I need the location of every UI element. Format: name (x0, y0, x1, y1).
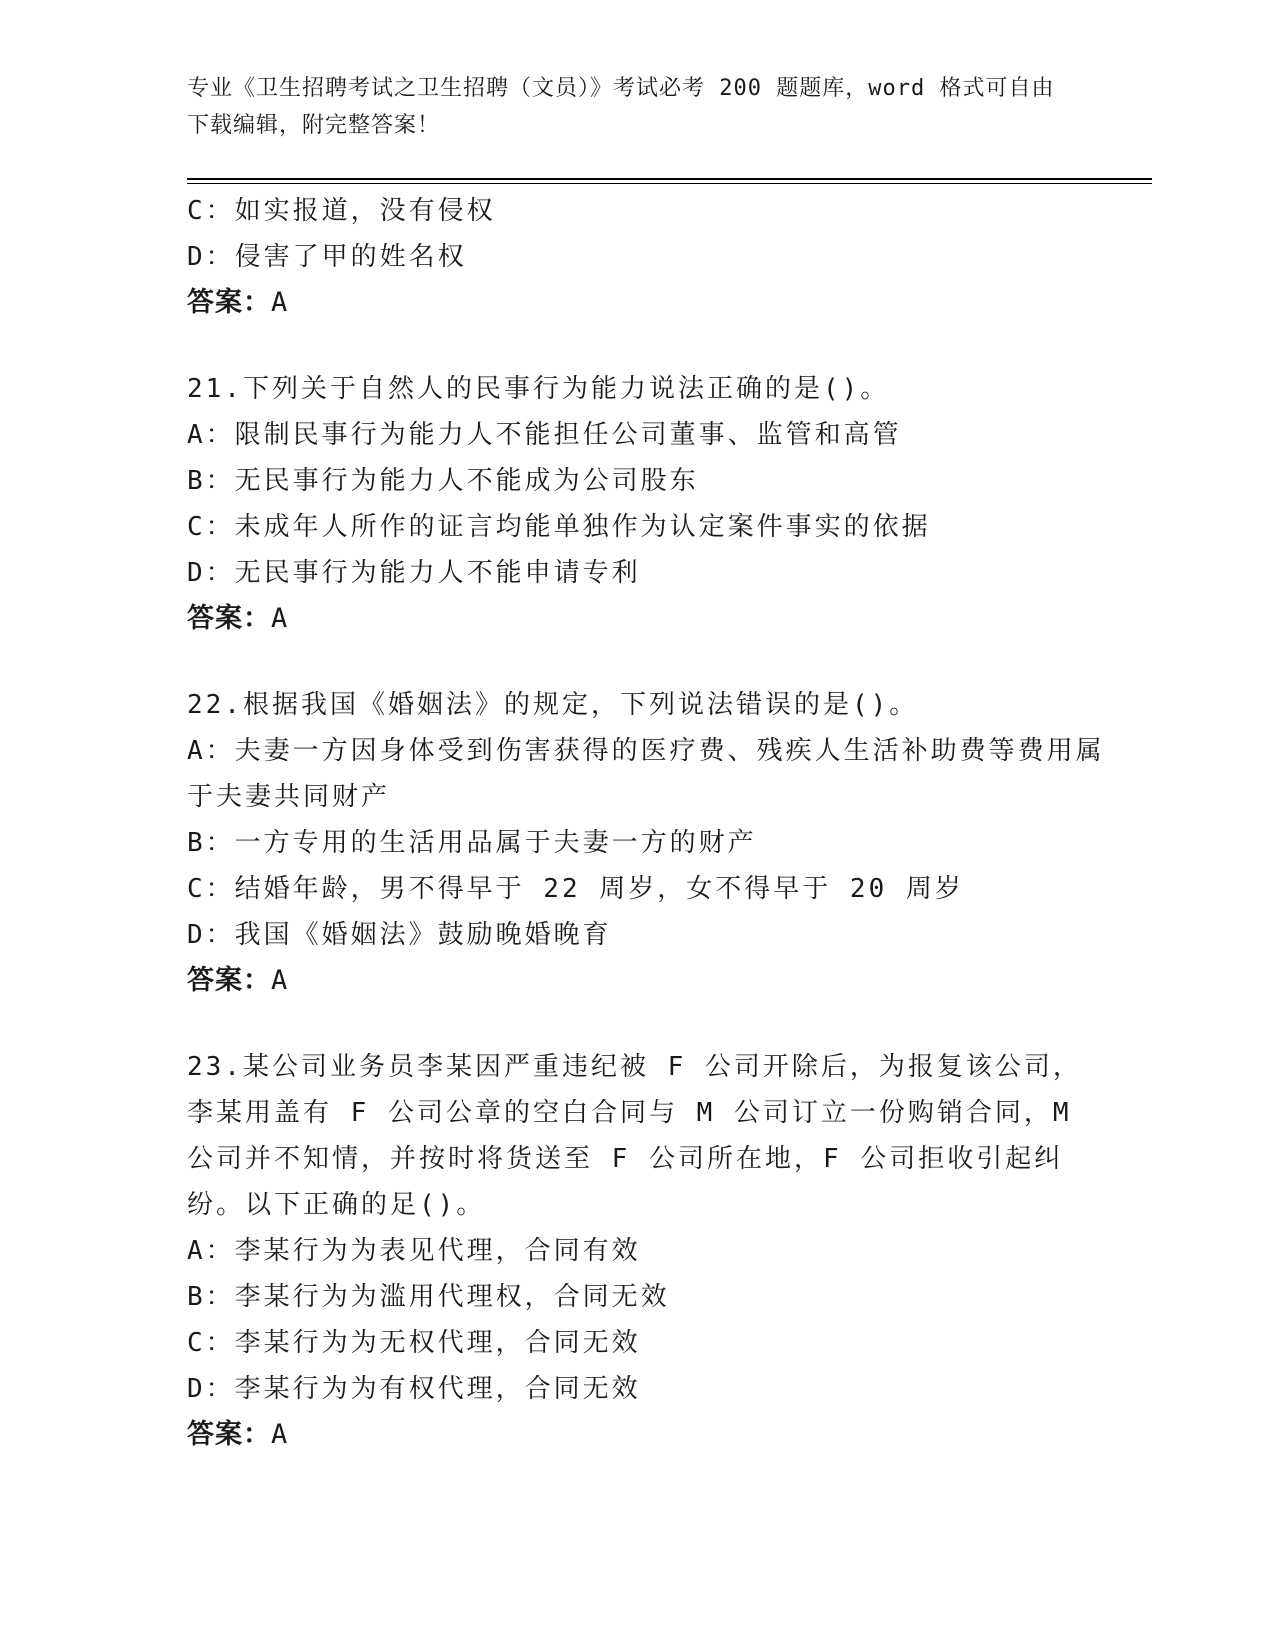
option-d: D：我国《婚姻法》鼓励晚婚晚育 (187, 920, 612, 950)
answer-value: A (271, 287, 289, 318)
option-a: A：李某行为为表见代理，合同有效 (187, 1236, 641, 1266)
answer-row (187, 1412, 1107, 1458)
option-d: D：李某行为为有权代理，合同无效 (187, 1374, 641, 1404)
option-c: C：李某行为为无权代理，合同无效 (187, 1328, 641, 1358)
option-a: A：限制民事行为能力人不能担任公司董事、监管和高管 (187, 420, 902, 450)
question-23 (187, 1044, 1107, 1458)
question-spacer (187, 642, 1107, 682)
answer-row (187, 280, 1107, 326)
answer-row (187, 958, 1107, 1004)
option-c: C：如实报道，没有侵权 (187, 196, 496, 226)
question-content (187, 188, 1107, 1458)
option-d: D：侵害了甲的姓名权 (187, 242, 467, 272)
option-b: B：无民事行为能力人不能成为公司股东 (187, 466, 699, 496)
answer-value: A (271, 1419, 289, 1450)
document-header (187, 70, 1067, 144)
option-b: B：一方专用的生活用品属于夫妻一方的财产 (187, 828, 757, 858)
header-rule-thick (187, 178, 1152, 180)
question-stem: 23.某公司业务员李某因严重违纪被 F 公司开除后，为报复该公司，李某用盖有 F 公司公章的空白合同与 M 公司订立一份购销合同，M 公司并不知情，并按时将货送至 F 公司所在地，F 公司拒收引起纠纷。以下正确的足()。 (187, 1052, 1082, 1220)
option-c: C：结婚年龄，男不得早于 22 周岁，女不得早于 20 周岁 (187, 874, 964, 904)
option-a: A：夫妻一方因身体受到伤害获得的医疗费、残疾人生活补助费等费用属于夫妻共同财产 (187, 736, 1105, 812)
answer-value: A (271, 603, 289, 634)
answer-label: 答案： (187, 603, 271, 634)
question-spacer (187, 1004, 1107, 1044)
question-21 (187, 366, 1107, 642)
answer-row (187, 596, 1107, 642)
question-spacer (187, 326, 1107, 366)
header-rule-thin (187, 183, 1152, 184)
question-stem: 21.下列关于自然人的民事行为能力说法正确的是()。 (187, 374, 890, 404)
option-b: B：李某行为为滥用代理权，合同无效 (187, 1282, 670, 1312)
answer-label: 答案： (187, 1419, 271, 1450)
question-stem: 22.根据我国《婚姻法》的规定，下列说法错误的是()。 (187, 690, 919, 720)
question-20-tail (187, 188, 1107, 326)
answer-label: 答案： (187, 965, 271, 996)
option-c: C：未成年人所作的证言均能单独作为认定案件事实的依据 (187, 512, 931, 542)
question-22 (187, 682, 1107, 1004)
answer-value: A (271, 965, 289, 996)
option-d: D：无民事行为能力人不能申请专利 (187, 558, 641, 588)
answer-label: 答案： (187, 287, 271, 318)
document-title: 专业《卫生招聘考试之卫生招聘（文员）》考试必考 200 题题库，word 格式可自由下载编辑，附完整答案！ (187, 76, 1055, 138)
